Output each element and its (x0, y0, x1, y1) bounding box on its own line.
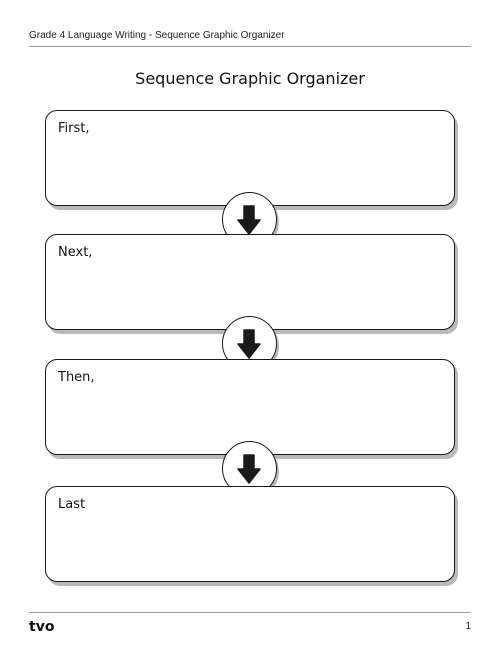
document-header: Grade 4 Language Writing - Sequence Graphic Organizer (29, 30, 285, 41)
sequence-box-label: First, (58, 121, 90, 136)
sequence-box-label: Next, (58, 245, 93, 260)
sequence-box-last[interactable] (45, 486, 455, 582)
sequence-box-label: Last (58, 497, 86, 512)
page-title: Sequence Graphic Organizer (135, 69, 365, 88)
sequence-box-label: Then, (58, 370, 95, 385)
page-number: 1 (465, 621, 471, 632)
tvo-logo: tvo (29, 619, 55, 635)
header-divider (29, 46, 471, 47)
footer-divider (29, 612, 471, 613)
